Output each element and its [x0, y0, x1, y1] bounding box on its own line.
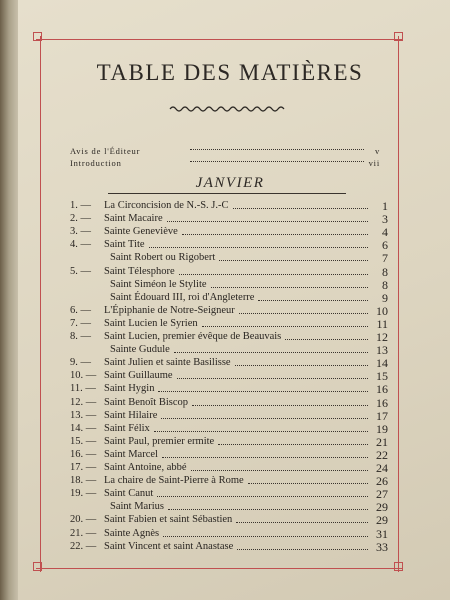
entry-page: 11	[376, 316, 388, 331]
entry-page: 1	[382, 199, 388, 213]
front-matter-page: vii	[368, 158, 380, 168]
leader-dots	[218, 444, 368, 445]
entry-number: 19. —	[70, 488, 97, 500]
entry-page: 24	[376, 461, 388, 475]
entry-page: 10	[376, 303, 388, 318]
leader-dots	[211, 287, 368, 288]
entry-name: La Circoncision de N.-S. J.-C	[104, 200, 229, 211]
leader-dots	[168, 509, 368, 510]
leader-dots	[190, 149, 364, 150]
entry-number: 2. —	[70, 213, 91, 225]
front-matter-label: Introduction	[70, 158, 122, 168]
entry-page: 29	[376, 513, 388, 528]
toc-row	[70, 514, 388, 527]
leader-dots	[235, 365, 368, 366]
entry-name: Saint Édouard III, roi d'Angleterre	[110, 291, 255, 303]
entry-page: 16	[376, 395, 388, 410]
leader-dots	[158, 391, 368, 392]
toc-row	[70, 475, 388, 488]
leader-dots	[149, 247, 368, 248]
entry-name: Saint Antoine, abbé	[104, 462, 187, 473]
toc-row	[70, 462, 388, 475]
toc-row	[70, 423, 388, 436]
entry-number: 18. —	[70, 475, 97, 487]
entry-name: Saint Marcel	[104, 448, 158, 460]
entry-number: 16. —	[70, 448, 97, 460]
entry-name: Sainte Gudule	[110, 344, 170, 356]
toc-row	[70, 528, 388, 541]
front-matter-page: v	[374, 146, 380, 156]
toc-row	[70, 331, 388, 344]
entry-page: 15	[376, 369, 388, 384]
entry-name: Sainte Agnès	[104, 527, 160, 539]
leader-dots	[161, 418, 368, 419]
entry-number: 6. —	[70, 304, 91, 316]
toc-row	[70, 239, 388, 252]
leader-dots	[237, 549, 368, 550]
leader-dots	[248, 483, 368, 484]
toc-row	[70, 344, 388, 357]
entry-page: 9	[382, 290, 388, 305]
entry-name: Saint Robert ou Rigobert	[110, 252, 216, 264]
toc-row	[70, 383, 388, 396]
wavy-ornament	[168, 104, 288, 114]
front-matter-label: Avis de l'Éditeur	[70, 146, 141, 156]
entry-page: 7	[382, 251, 388, 266]
entry-page: 26	[376, 474, 388, 489]
entry-name: Saint Julien et sainte Basilisse	[104, 357, 231, 369]
toc-row	[70, 266, 388, 279]
entry-page: 8	[382, 277, 388, 292]
entry-page: 16	[376, 382, 388, 397]
entry-number: 12. —	[70, 396, 97, 408]
leader-dots	[258, 300, 368, 301]
entry-name: Saint Tite	[104, 239, 145, 251]
entry-page: 22	[376, 447, 388, 462]
toc-row	[70, 410, 388, 423]
entry-number: 21. —	[70, 527, 97, 539]
entry-name: Saint Hygin	[104, 383, 155, 395]
entry-number: 15. —	[70, 435, 97, 447]
leader-dots	[190, 161, 364, 162]
leader-dots	[233, 208, 368, 209]
entry-number: 9. —	[70, 357, 91, 369]
entry-name: Saint Félix	[104, 422, 150, 434]
toc-row	[70, 501, 388, 514]
entry-number: 13. —	[70, 409, 97, 421]
entry-number: 1. —	[70, 200, 91, 211]
leader-dots	[202, 326, 368, 327]
toc-row	[70, 357, 388, 370]
toc-row	[70, 488, 388, 501]
entry-page: 4	[382, 225, 388, 240]
month-heading: JANVIER	[195, 175, 265, 191]
entry-name: Saint Siméon le Stylite	[110, 278, 207, 290]
entry-page: 31	[376, 526, 388, 541]
toc-row	[70, 436, 388, 449]
toc-row	[70, 292, 388, 305]
leader-dots	[236, 522, 368, 523]
entry-name: Saint Canut	[104, 488, 154, 500]
leader-dots	[219, 260, 368, 261]
entry-number: 3. —	[70, 226, 91, 238]
entry-page: 21	[376, 434, 388, 449]
toc-row	[70, 541, 388, 554]
entry-number: 10. —	[70, 370, 97, 382]
entry-name: Saint Hilaire	[104, 409, 158, 421]
toc-row	[70, 449, 388, 462]
leader-dots	[182, 234, 368, 235]
entry-name: Saint Fabien et saint Sébastien	[104, 514, 233, 526]
entry-page: 27	[376, 487, 388, 502]
entry-name: Saint Marius	[110, 501, 164, 513]
leader-dots	[239, 313, 368, 314]
leader-dots	[167, 221, 368, 222]
entry-name: La chaire de Saint-Pierre à Rome	[104, 475, 244, 487]
entry-number: 7. —	[70, 317, 91, 329]
toc-row	[70, 318, 388, 331]
leader-dots	[285, 339, 368, 340]
entry-page: 19	[376, 421, 388, 436]
entry-page: 13	[376, 343, 388, 358]
entry-name: Sainte Geneviève	[104, 226, 178, 238]
toc-row	[70, 200, 388, 213]
leader-dots	[179, 274, 368, 275]
entry-number: 14. —	[70, 422, 97, 434]
leader-dots	[163, 536, 368, 537]
entry-page: 17	[376, 408, 388, 423]
leader-dots	[174, 352, 368, 353]
book-spine-shadow	[0, 0, 20, 600]
entry-name: Saint Paul, premier ermite	[104, 435, 215, 447]
toc-row	[70, 252, 388, 265]
toc-row	[70, 370, 388, 383]
entry-page: 12	[376, 330, 388, 344]
entry-name: Saint Lucien le Syrien	[104, 317, 198, 329]
entry-number: 11. —	[70, 383, 96, 395]
entry-page: 29	[376, 500, 388, 515]
leader-dots	[177, 378, 368, 379]
leader-dots	[162, 457, 368, 458]
entry-number: 20. —	[70, 514, 97, 526]
month-rule	[108, 193, 346, 194]
entry-number: 4. —	[70, 239, 91, 251]
entry-name: L'Épiphanie de Notre-Seigneur	[104, 304, 235, 316]
entry-page: 8	[382, 264, 388, 279]
toc-row	[70, 397, 388, 410]
leader-dots	[191, 470, 368, 471]
entry-name: Saint Macaire	[104, 213, 163, 225]
entry-name: Saint Guillaume	[104, 370, 173, 382]
leader-dots	[154, 431, 368, 432]
entry-number: 22. —	[70, 540, 97, 552]
toc-row	[70, 226, 388, 239]
entry-name: Saint Télesphore	[104, 265, 175, 277]
leader-dots	[157, 496, 368, 497]
entry-name: Saint Lucien, premier évêque de Beauvais	[104, 331, 282, 342]
toc-row	[70, 279, 388, 292]
entry-page: 3	[382, 212, 388, 227]
entry-name: Saint Benoît Biscop	[104, 396, 188, 408]
entry-number: 5. —	[70, 265, 91, 277]
toc-row	[70, 213, 388, 226]
entry-number: 8. —	[70, 331, 91, 342]
entry-name: Saint Vincent et saint Anastase	[104, 540, 234, 552]
entry-page: 6	[382, 238, 388, 253]
leader-dots	[192, 405, 368, 406]
page-title: TABLE DES MATIÈRES	[96, 60, 364, 85]
entry-page: 14	[376, 356, 388, 371]
toc-row	[70, 305, 388, 318]
entry-page: 33	[376, 539, 388, 554]
entry-number: 17. —	[70, 462, 97, 473]
